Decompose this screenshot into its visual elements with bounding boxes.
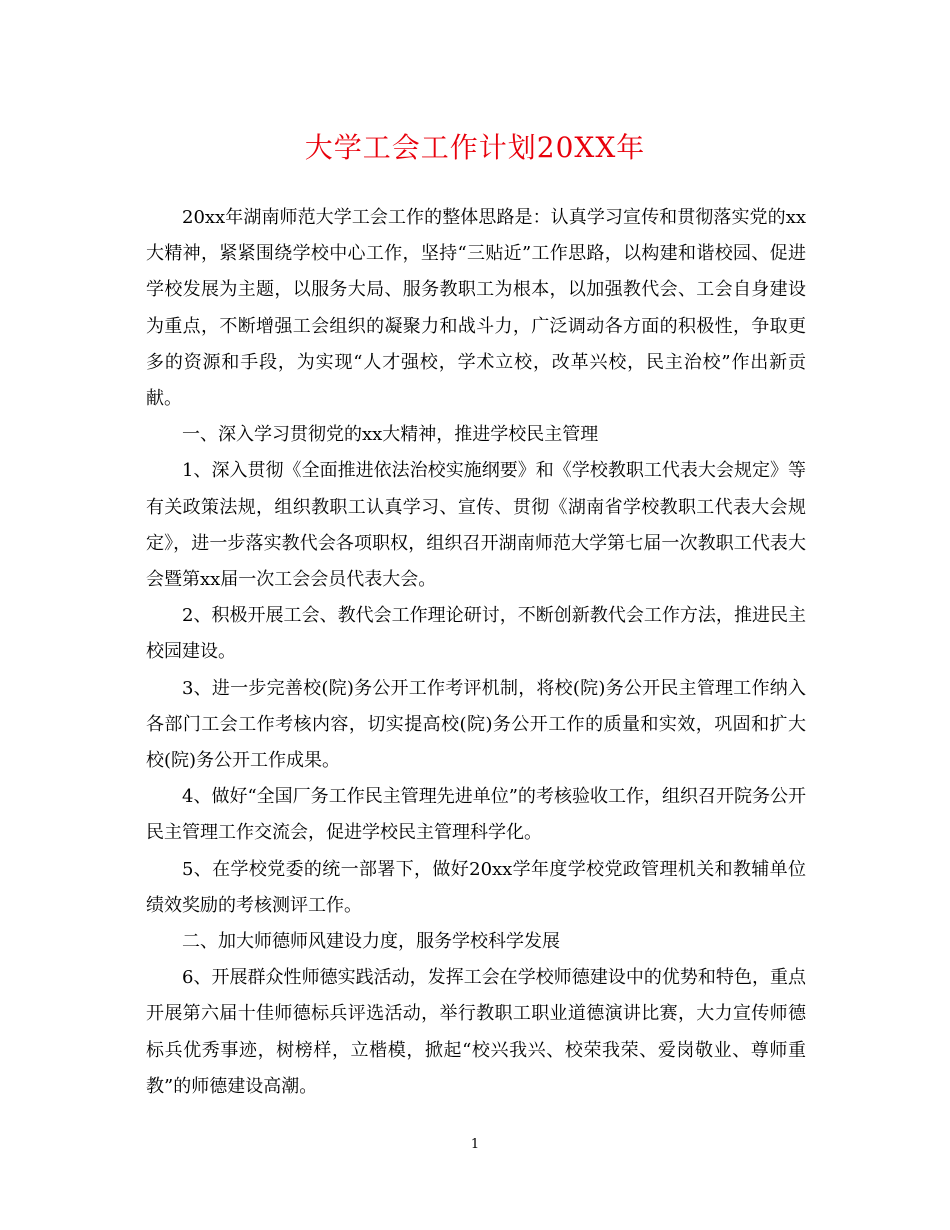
- item-paragraph-6: 6、开展群众性师德实践活动，发挥工会在学校师德建设中的优势和特色，重点开展第六届十佳师德标兵评选活动，举行教职工职业道德演讲比赛，大力宣传师德标兵优秀事迹，树榜样，立楷模，掀起“校兴我兴、校荣我荣、爱岗敬业、尊师重教”的师德建设高潮。: [146, 967, 806, 1097]
- document-body: [146, 200, 806, 1105]
- item-paragraph-5: 5、在学校党委的统一部署下，做好20xx学年度学校党政管理机关和教辅单位绩效奖励的考核测评工作。: [146, 858, 806, 916]
- item-paragraph-3: 3、进一步完善校(院)务公开工作考评机制，将校(院)务公开民主管理工作纳入各部门工会工作考核内容，切实提高校(院)务公开工作的质量和实效，巩固和扩大校(院)务公开工作成果。: [146, 677, 806, 772]
- item-paragraph-2: 2、积极开展工会、教代会工作理论研讨，不断创新教代会工作方法，推进民主校园建设。: [146, 605, 806, 663]
- section-heading-1: 一、深入学习贯彻党的xx大精神，推进学校民主管理: [182, 424, 599, 446]
- item-paragraph-4: 4、做好“全国厂务工作民主管理先进单位”的考核验收工作，组织召开院务公开民主管理工作交流会，促进学校民主管理科学化。: [146, 786, 806, 844]
- section-heading-2: 二、加大师德师风建设力度，服务学校科学发展: [182, 931, 560, 953]
- item-paragraph-1: 1、深入贯彻《全面推进依法治校实施纲要》和《学校教职工代表大会规定》等有关政策法规，组织教职工认真学习、宣传、贯彻《湖南省学校教职工代表大会规定》，进一步落实教代会各项职权，组织召开湖南师范大学第七届一次教职工代表大会暨第xx届一次工会会员代表大会。: [146, 460, 806, 591]
- intro-paragraph: 20xx年湖南师范大学工会工作的整体思路是：认真学习宣传和贯彻落实党的xx大精神，紧紧围绕学校中心工作，坚持“三贴近”工作思路，以构建和谐校园、促进学校发展为主题，以服务大局、服务教职工为根本，以加强教代会、工会自身建设为重点，不断增强工会组织的凝聚力和战斗力，广泛调动各方面的积极性，争取更多的资源和手段，为实现“人才强校，学术立校，改革兴校，民主治校”作出新贡献。: [146, 207, 806, 410]
- page-number: 1: [470, 1137, 480, 1152]
- document-title: 大学工会工作计划20XX年: [304, 131, 646, 164]
